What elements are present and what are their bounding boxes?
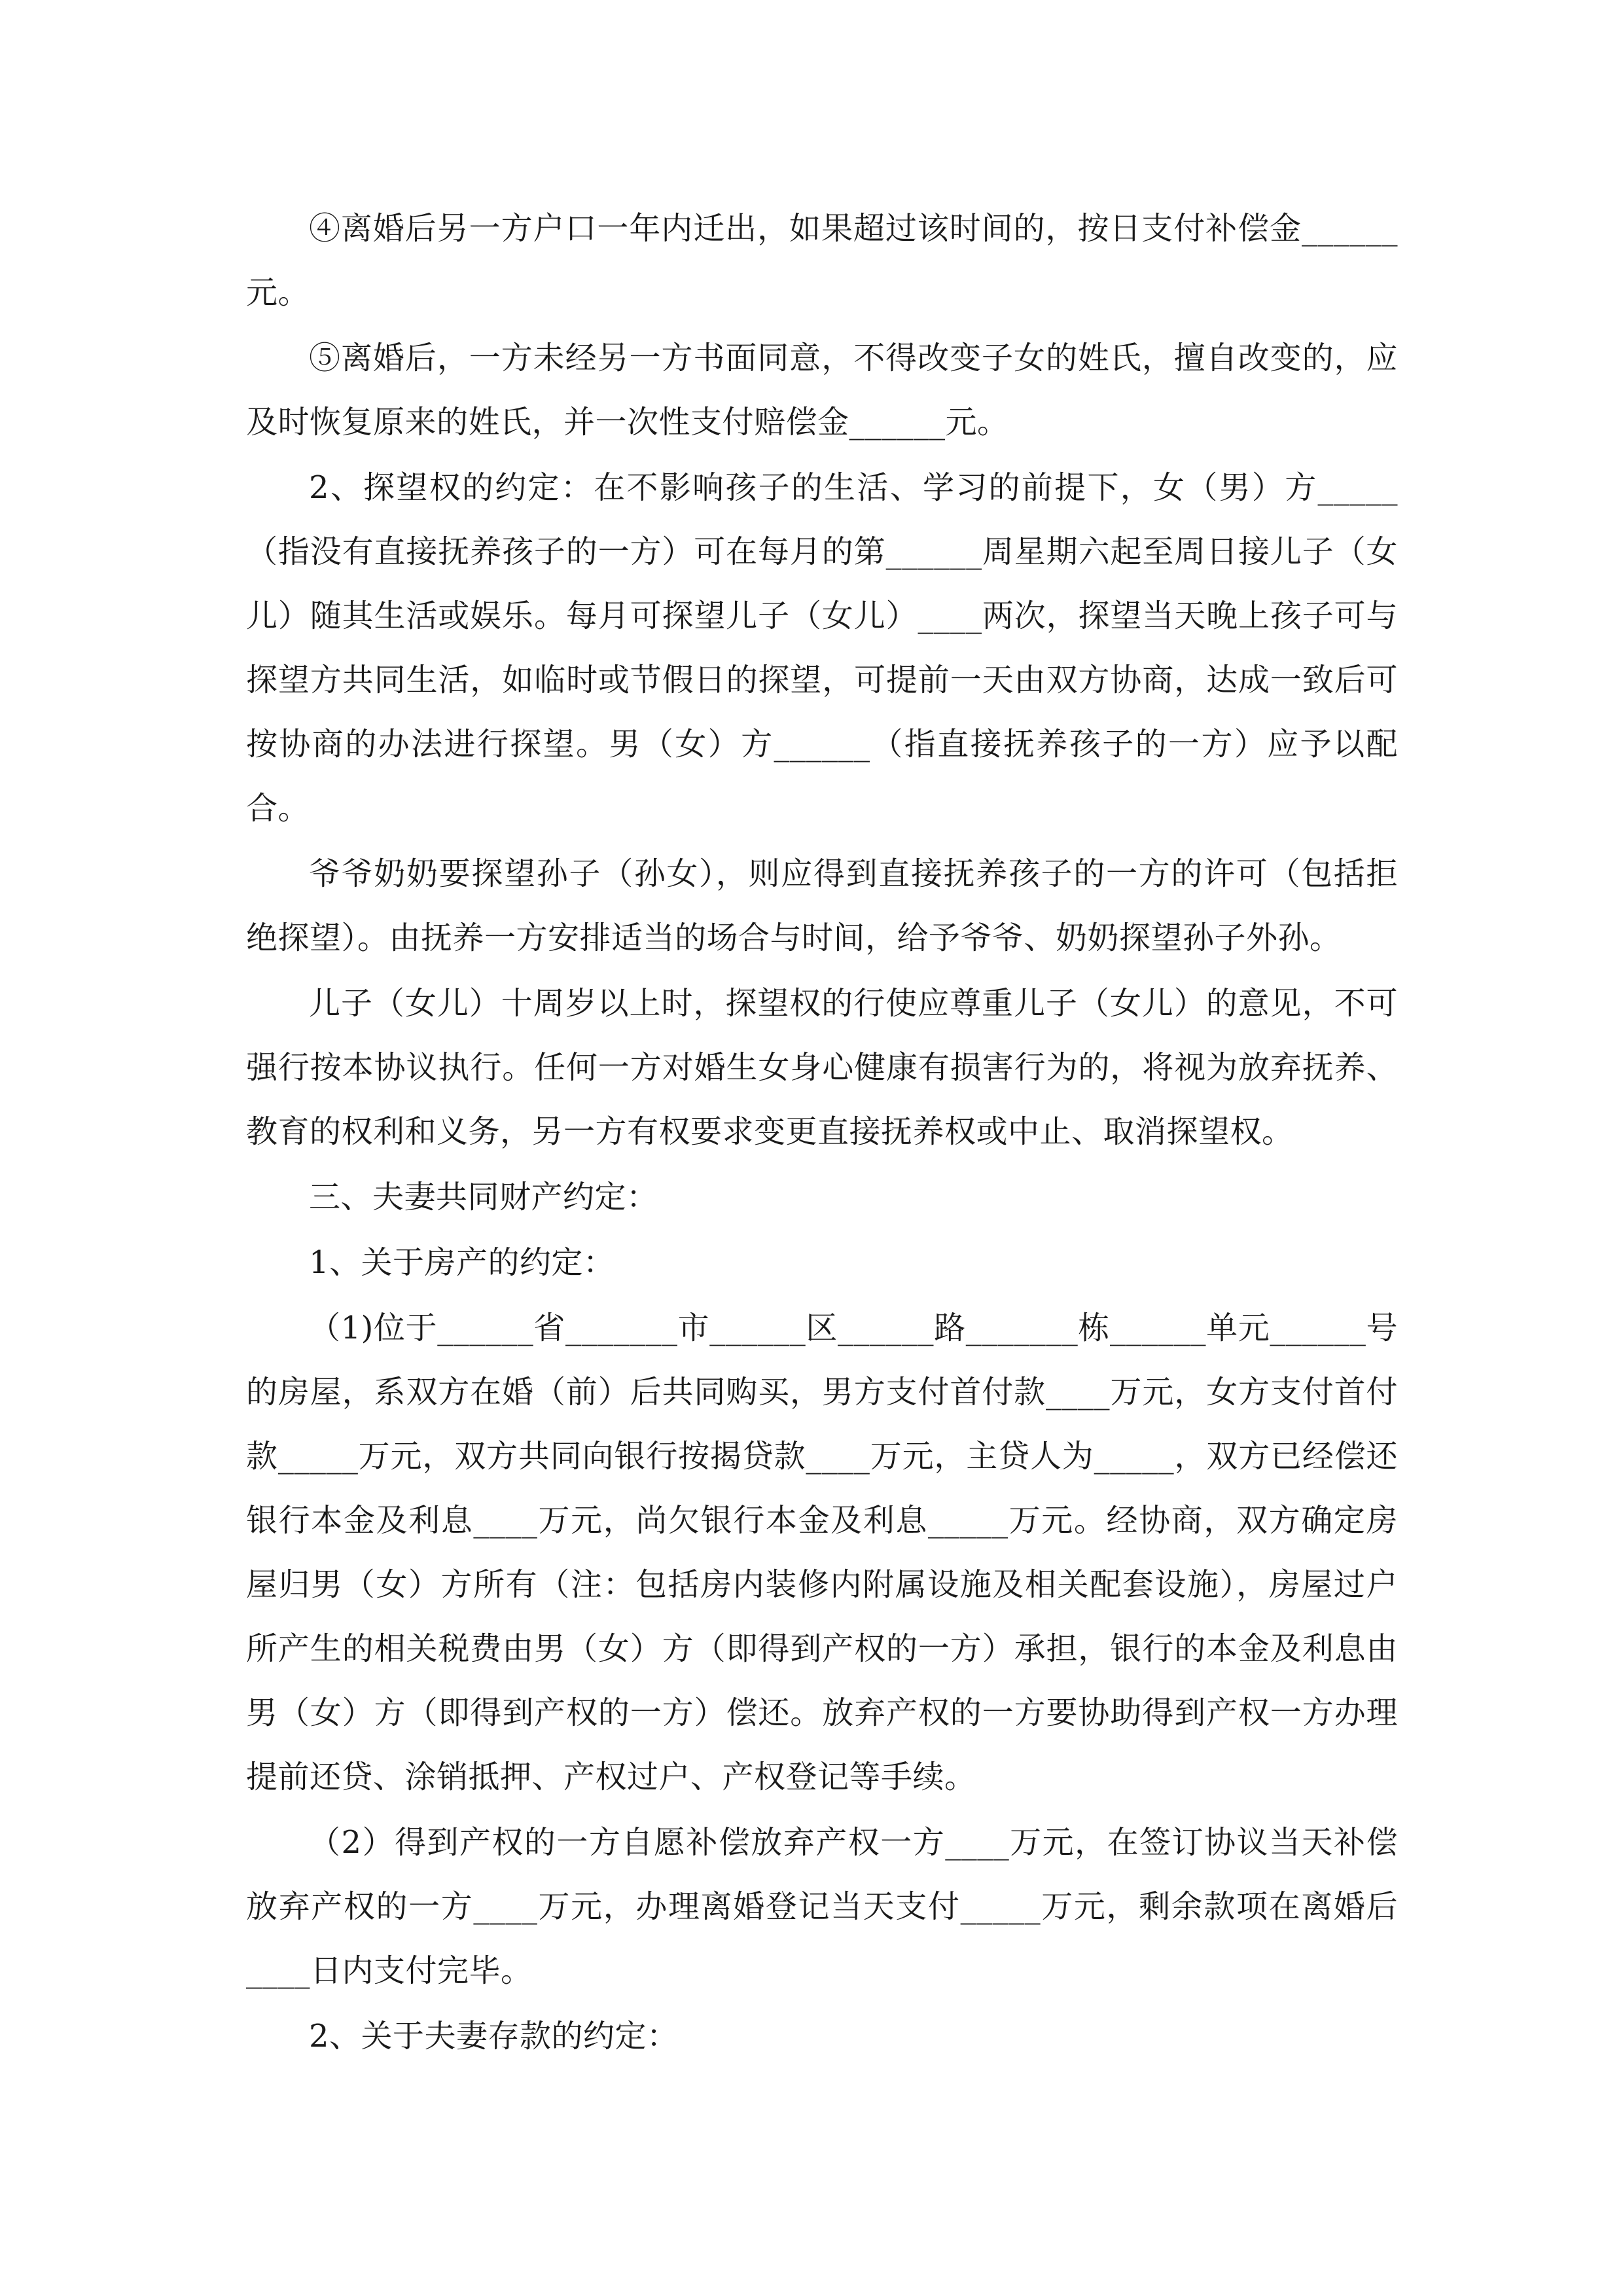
paragraph-child-over-ten: 儿子（女儿）十周岁以上时，探望权的行使应尊重儿子（女儿）的意见，不可强行按本协议执行。任何一方对婚生女身心健康有损害行为的，将视为放弃抚养、教育的权利和义务，另一方有权要求变更直接抚养权或中止、取消探望权。 [246,985,1398,1150]
section-heading-common-property: 三、夫妻共同财产约定： [309,1179,658,1215]
paragraph-property-compensation: （2）得到产权的一方自愿补偿放弃产权一方____万元，在签订协议当天补偿放弃产权的一方____万元，办理离婚登记当天支付_____万元，剩余款项在离婚后____日内支付完毕。 [246,1824,1398,1989]
paragraph-grandparents-visit: 爷爷奶奶要探望孙子（孙女），则应得到直接抚养孩子的一方的许可（包括拒绝探望）。由抚养一方安排适当的场合与时间，给予爷爷、奶奶探望孙子外孙。 [246,855,1398,956]
paragraph-visitation-rights: 2、探望权的约定：在不影响孩子的生活、学习的前提下，女（男）方_____（指没有直接抚养孩子的一方）可在每月的第______周星期六起至周日接儿子（女儿）随其生活或娱乐。每月可探望儿子（女儿）____两次，探望当天晚上孩子可与探望方共同生活，如临时或节假日的探望，可提前一天由双方协商，达成一致后可按协商的办法进行探望。男（女）方______（指直接抚养孩子的一方）应予以配合。 [246,469,1398,827]
paragraph-surname-change: ⑤离婚后，一方未经另一方书面同意，不得改变子女的姓氏，擅自改变的，应及时恢复原来的姓氏，并一次性支付赔偿金______元。 [246,340,1398,440]
paragraph-compensation-household: ④离婚后另一方户口一年内迁出，如果超过该时间的，按日支付补偿金______元。 [246,210,1398,311]
subsection-heading-real-estate: 1、关于房产的约定： [309,1244,615,1281]
subsection-heading-savings: 2、关于夫妻存款的约定： [309,2018,679,2054]
document-body [246,196,1398,2068]
paragraph-house-ownership: （1)位于______省_______市______区______路_______栋______单元______号的房屋，系双方在婚（前）后共同购买，男方支付首付款____万元，女方支付首付款_____万元，双方共同向银行按揭贷款____万元，主贷人为_____，双方已经偿还银行本金及利息____万元，尚欠银行本金及利息_____万元。经协商，双方确定房屋归男（女）方所有（注：包括房内装修内附属设施及相关配套设施），房屋过户所产生的相关税费由男（女）方（即得到产权的一方）承担，银行的本金及利息由男（女）方（即得到产权的一方）偿还。放弃产权的一方要协助得到产权一方办理提前还贷、涂销抵押、产权过户、产权登记等手续。 [246,1310,1398,1795]
